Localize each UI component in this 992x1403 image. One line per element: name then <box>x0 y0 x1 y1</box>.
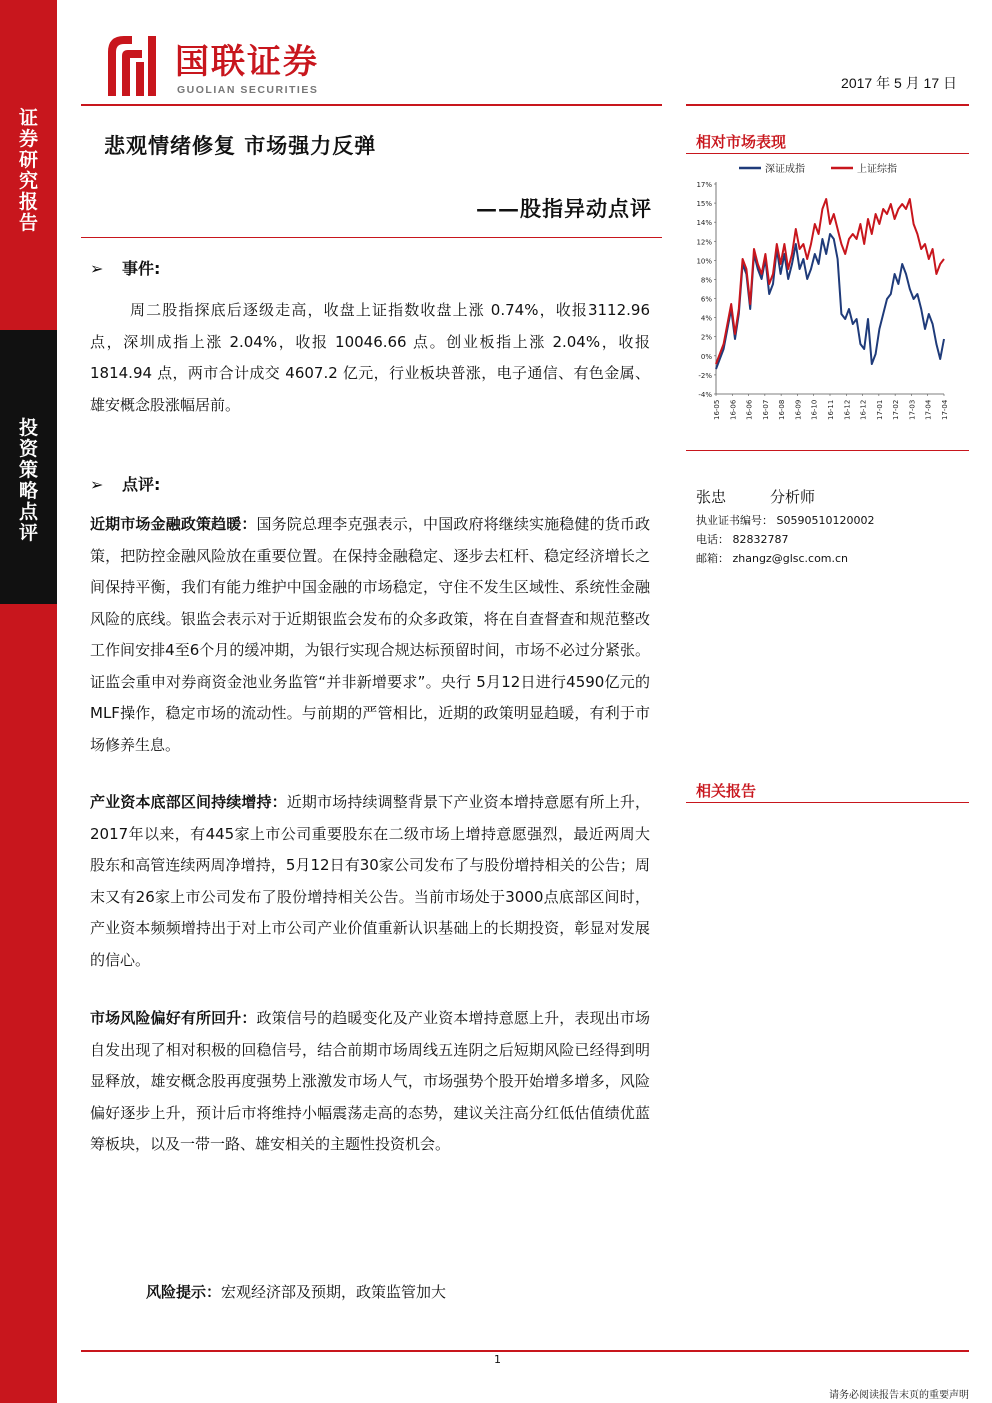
page-number: 1 <box>494 1353 501 1366</box>
x-tick-label: 16-08 <box>778 399 787 420</box>
arrow-bullet-icon: ➢ <box>90 259 104 278</box>
y-tick-label: 14% <box>696 219 712 228</box>
comment-paragraph-risk-appetite <box>90 1003 650 1161</box>
title-rule <box>81 237 662 238</box>
risk-warning-text: 宏观经济部及预期，政策监管加大 <box>221 1283 447 1301</box>
y-tick-label: -2% <box>698 371 712 380</box>
x-tick-label: 16-06 <box>729 399 738 420</box>
arrow-bullet-icon: ➢ <box>90 475 104 494</box>
y-tick-label: 12% <box>696 238 712 247</box>
section-heading-event <box>90 256 160 279</box>
paragraph-lead-risk-appetite: 市场风险偏好有所回升： <box>90 1009 257 1027</box>
report-subtitle: ——股指异动点评 <box>476 196 652 221</box>
x-tick-label: 17-02 <box>892 399 901 420</box>
related-reports-heading: 相关报告 <box>696 782 757 800</box>
perf-heading-rule <box>686 153 969 154</box>
analyst-email: 邮箱： zhangz@glsc.com.cn <box>696 552 849 565</box>
paragraph-lead-policy: 近期市场金融政策趋暖： <box>90 515 257 533</box>
sidebar-label-category: 投资策略点评 <box>18 417 38 544</box>
risk-warning-lead: 风险提示： <box>146 1283 222 1301</box>
logo-english-name: GUOLIAN SECURITIES <box>177 84 319 96</box>
paragraph-body-risk-appetite: 政策信号的趋暖变化及产业资本增持意愿上升，表现出市场自发出现了相对积极的回稳信号，结合前期市场周线五连阴之后短期风险已经得到明显释放，雄安概念股再度强势上涨激发市场人气，市场强势个股开始增多增多，风险偏好逐步上升，预计后市将维持小幅震荡走高的态势，建议关注高分红低估值绩优蓝筹板块，以及一带一路、雄安相关的主题性投资机会。 <box>90 1009 650 1153</box>
analyst-name: 张忠 <box>696 488 727 506</box>
relative-performance-heading: 相对市场表现 <box>696 133 787 151</box>
analyst-certificate: 执业证书编号： S0590510120002 <box>696 514 875 527</box>
x-tick-label: 16-10 <box>810 399 819 420</box>
report-date: 2017 年 5 月 17 日 <box>841 75 957 91</box>
chart-svg <box>684 156 969 446</box>
section-heading-event-label: 事件: <box>122 259 161 278</box>
y-tick-label: 17% <box>696 181 712 189</box>
report-title: 悲观情绪修复 市场强力反弹 <box>104 133 377 158</box>
header-rule-right <box>686 104 969 106</box>
y-tick-label: -4% <box>698 391 712 399</box>
x-tick-label: 16-06 <box>745 399 754 420</box>
y-tick-label: 6% <box>700 295 712 304</box>
x-tick-label: 17-01 <box>875 399 884 420</box>
risk-warning <box>146 1277 646 1309</box>
x-tick-label: 17-04 <box>941 399 949 420</box>
y-tick-label: 0% <box>700 352 712 361</box>
legend-label: 上证综指 <box>857 164 897 175</box>
y-tick-label: 2% <box>700 333 712 342</box>
analyst-role: 分析师 <box>770 488 816 506</box>
x-tick-label: 16-09 <box>794 399 803 420</box>
related-heading-rule <box>686 802 969 803</box>
logo-mark-icon <box>98 30 162 98</box>
x-tick-label: 17-03 <box>908 399 917 420</box>
comment-paragraph-policy <box>90 509 650 761</box>
header-rule-left <box>81 104 662 106</box>
event-paragraph: 周二股指探底后逐级走高，收盘上证指数收盘上涨 0.74%，收报3112.96 点，深圳成指上涨 2.04%，收报 10046.66 点。创业板指上涨 2.04%，收报 1814.94 点，两市合计成交 4607.2 亿元，行业板块普涨，电子通信、有色金属、雄安概念股涨幅居前。 <box>90 301 650 414</box>
analyst-info <box>696 486 874 568</box>
company-logo <box>93 28 373 102</box>
footer-disclaimer-note: 请务必阅读报告末页的重要声明 <box>829 1390 969 1401</box>
section-heading-comment <box>90 472 160 495</box>
legend-label: 深证成指 <box>765 164 805 175</box>
x-tick-label: 17-04 <box>924 399 933 420</box>
x-tick-label: 16-11 <box>827 399 835 420</box>
y-tick-label: 10% <box>696 257 712 266</box>
y-tick-label: 8% <box>700 276 712 285</box>
x-tick-label: 16-07 <box>761 399 770 420</box>
relative-performance-chart <box>684 156 969 446</box>
section-heading-comment-label: 点评: <box>122 475 161 494</box>
paragraph-body-capital: 近期市场持续调整背景下产业资本增持意愿有所上升， 2017年以来，有445家上市公司重要股东在二级市场上增持意愿强烈，最近两周大股东和高管连续两周净增持，5月12日有30家公司发布了与股份增持相关的公告；周末又有26家上市公司发布了股份增持相关公告。当前市场处于3000点底部区间时，产业资本频频增持出于对上市公司产业价值重新认识基础上的长期投资，彰显对发展的信心。 <box>90 793 650 969</box>
x-tick-label: 16-12 <box>859 399 868 420</box>
chart-bottom-rule <box>686 450 969 451</box>
analyst-phone: 电话： 82832787 <box>696 533 789 546</box>
sidebar-label-report-type: 证券研究报告 <box>18 107 38 234</box>
logo-chinese-name: 国联证券 <box>175 42 319 82</box>
paragraph-body-policy: 国务院总理李克强表示，中国政府将继续实施稳健的货币政策，把防控金融风险放在重要位置。在保持金融稳定、逐步去杠杆、稳定经济增长之间保持平衡，我们有能力维护中国金融的市场稳定，守住不发生区域性、系统性金融风险的底线。银监会表示对于近期银监会发布的众多政策，将在自查督查和规范整改工作间安排4至6个月的缓冲期，为银行实现合规达标预留时间，市场不必过分紧张。证监会重申对券商资金池业务监管“并非新增要求”。央行 5月12日进行4590亿元的MLF操作，稳定市场的流动性。与前期的严管相比，近期的政策明显趋暖，有利于市场修养生息。 <box>90 515 650 754</box>
series-line <box>716 199 944 364</box>
x-tick-label: 16-12 <box>843 399 852 420</box>
footer-rule <box>81 1350 969 1352</box>
paragraph-lead-capital: 产业资本底部区间持续增持： <box>90 793 287 811</box>
x-tick-label: 16-05 <box>713 399 721 420</box>
comment-paragraph-capital <box>90 787 650 976</box>
y-tick-label: 4% <box>700 314 712 323</box>
y-tick-label: 15% <box>696 200 712 209</box>
